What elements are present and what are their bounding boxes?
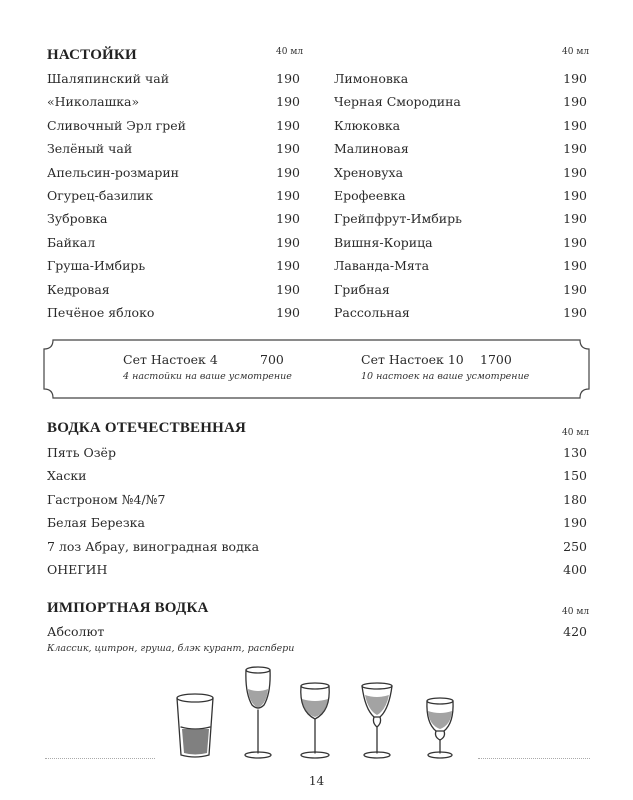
menu-item-name: Абсолют xyxy=(47,624,105,639)
menu-item-price: 190 xyxy=(563,258,587,274)
menu-item-price: 190 xyxy=(276,188,300,203)
section-title-nastoyki: НАСТОЙКИ xyxy=(47,47,137,63)
menu-item-price: 190 xyxy=(563,117,587,133)
wine-glass-icon xyxy=(301,683,329,758)
unit-label: 40 мл xyxy=(562,47,590,57)
unit-label: 40 мл xyxy=(562,607,590,617)
menu-item-name: Шаляпинский чай xyxy=(47,71,170,86)
menu-item-price: 190 xyxy=(276,94,300,110)
menu-item-name: 7 лоз Абрау, виноградная водка xyxy=(47,538,260,554)
menu-item-name: Огурец-базилик xyxy=(47,188,154,203)
menu-item-price: 250 xyxy=(563,538,587,554)
menu-item-name: Грейпфрут-Имбирь xyxy=(334,211,462,227)
menu-item-name: Груша-Имбирь xyxy=(47,258,146,274)
set-price: 700 xyxy=(260,352,284,367)
menu-item-price: 150 xyxy=(563,468,587,484)
set-note: 10 настоек на ваше усмотрение xyxy=(361,371,530,382)
set-name: Сет Настоек 10 xyxy=(361,352,464,367)
menu-item-price: 190 xyxy=(563,188,587,203)
menu-item-price: 400 xyxy=(563,562,587,577)
menu-item-name: Хреновуха xyxy=(334,164,404,180)
unit-label: 40 мл xyxy=(562,428,590,438)
menu-item-price: 190 xyxy=(276,281,300,297)
menu-item-name: Апельсин-розмарин xyxy=(47,164,180,180)
unit-label: 40 мл xyxy=(276,47,304,57)
menu-item-price: 190 xyxy=(563,211,587,227)
menu-item-name: Ерофеевка xyxy=(334,188,406,203)
menu-item-note: Классик, цитрон, груша, блэк курант, распбери xyxy=(47,643,295,654)
shot-glass-icon xyxy=(177,694,213,757)
menu-item-name: ОНЕГИН xyxy=(47,562,108,577)
set-note: 4 настойки на ваше усмотрение xyxy=(123,371,292,382)
menu-item-price: 190 xyxy=(563,164,587,180)
menu-item-price: 190 xyxy=(563,141,587,157)
menu-item-name: Рассольная xyxy=(334,305,410,320)
menu-item-name: Кедровая xyxy=(47,281,110,297)
menu-item-name: Черная Смородина xyxy=(334,94,461,110)
menu-item-price: 190 xyxy=(276,141,300,157)
footer-divider-left xyxy=(45,758,155,759)
menu-item-name: Белая Березка xyxy=(47,515,145,531)
small-glass-icon xyxy=(427,698,453,758)
cocktail-glass-icon xyxy=(362,683,392,758)
menu-item-price: 420 xyxy=(563,624,587,639)
menu-item-price: 190 xyxy=(563,515,587,531)
menu-item-name: Клюковка xyxy=(334,117,401,133)
section-title-vodka-import: ИМПОРТНАЯ ВОДКА xyxy=(47,600,209,616)
menu-item-price: 190 xyxy=(563,71,587,86)
set-name: Сет Настоек 4 xyxy=(123,352,218,367)
menu-item-name: Лимоновка xyxy=(334,71,409,86)
menu-item-name: Байкал xyxy=(47,234,96,250)
menu-item-name: Вишня-Корица xyxy=(334,234,433,250)
menu-item-name: Зелёный чай xyxy=(47,141,133,157)
tall-wine-glass-icon xyxy=(245,667,271,758)
menu-item-price: 190 xyxy=(276,305,300,320)
sets-frame xyxy=(43,339,590,399)
menu-item-price: 190 xyxy=(276,117,300,133)
menu-item-name: Хаски xyxy=(47,468,87,484)
menu-item-name: Грибная xyxy=(334,281,390,297)
menu-item-price: 190 xyxy=(276,258,300,274)
section-title-vodka-domestic: ВОДКА ОТЕЧЕСТВЕННАЯ xyxy=(47,420,247,436)
menu-item-price: 190 xyxy=(276,71,300,86)
footer-divider-right xyxy=(478,758,590,759)
set-price: 1700 xyxy=(480,352,512,367)
menu-item-name: Зубровка xyxy=(47,211,108,227)
menu-item-price: 190 xyxy=(563,234,587,250)
menu-item-name: «Николашка» xyxy=(47,94,140,110)
page-number: 14 xyxy=(308,774,325,788)
glasses-illustration xyxy=(160,665,480,765)
menu-item-name: Печёное яблоко xyxy=(47,305,155,320)
menu-item-name: Пять Озёр xyxy=(47,445,116,460)
menu-item-name: Лаванда-Мята xyxy=(334,258,430,274)
menu-item-price: 190 xyxy=(276,164,300,180)
menu-item-price: 190 xyxy=(276,211,300,227)
menu-item-price: 190 xyxy=(563,94,587,110)
menu-item-name: Малиновая xyxy=(334,141,409,157)
menu-item-name: Гастроном №4/№7 xyxy=(47,491,166,507)
menu-item-price: 180 xyxy=(563,491,587,507)
menu-item-price: 130 xyxy=(563,445,587,460)
menu-item-price: 190 xyxy=(563,305,587,320)
menu-item-price: 190 xyxy=(276,234,300,250)
menu-item-name: Сливочный Эрл грей xyxy=(47,117,187,133)
menu-item-price: 190 xyxy=(563,281,587,297)
